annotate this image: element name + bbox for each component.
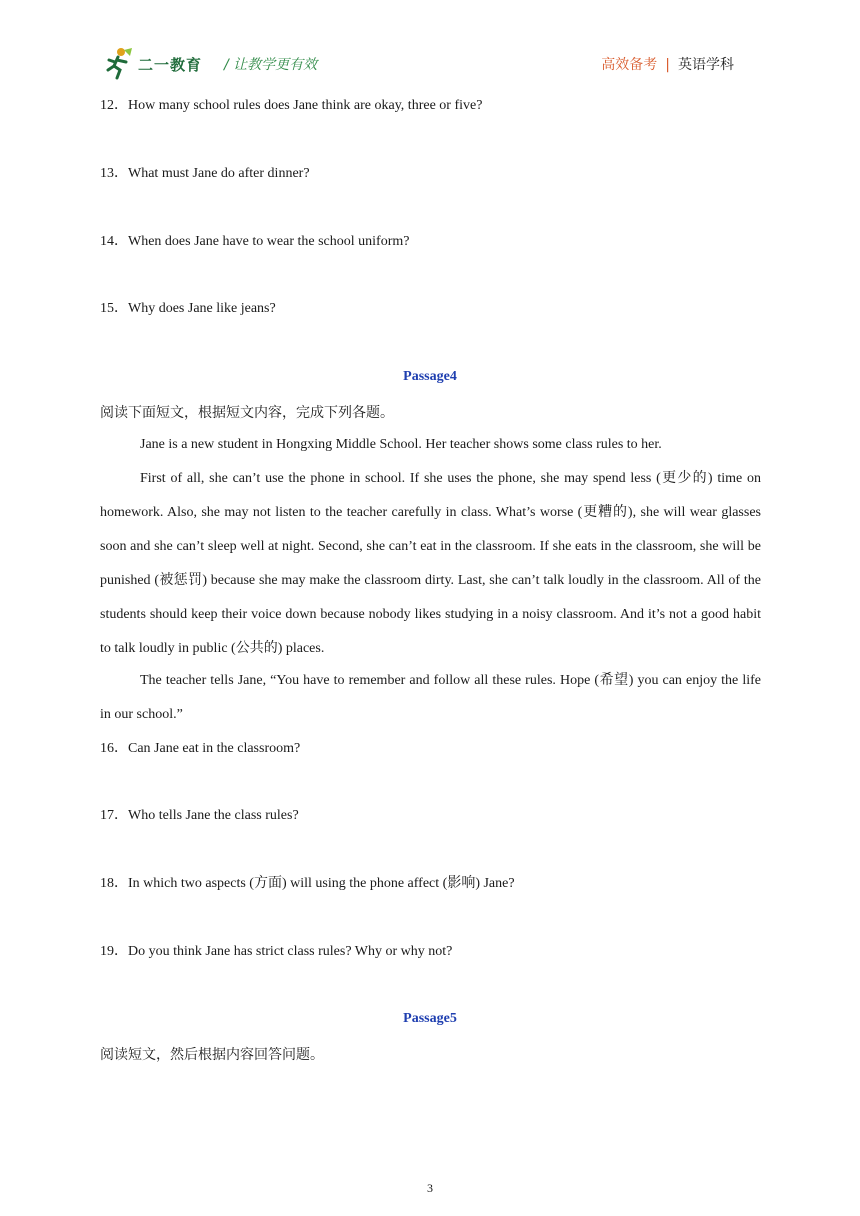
page-header (100, 44, 760, 84)
passage4-paragraph-1: Jane is a new student in Hongxing Middle School. Her teacher shows some class rules to her. (140, 437, 662, 452)
passage4-title: Passage4 (403, 369, 457, 384)
question-14: 14．When does Jane have to wear the school uniform? (100, 234, 410, 249)
header-subject-name: 英语学科 (678, 57, 734, 73)
passage4-instruction: 阅读下面短文，根据短文内容，完成下列各题。 (100, 405, 394, 421)
question-19: 19．Do you think Jane has strict class rules? Why or why not? (100, 944, 453, 959)
question-13: 13．What must Jane do after dinner? (100, 166, 310, 181)
header-subject (601, 54, 734, 74)
question-16: 16．Can Jane eat in the classroom? (100, 741, 301, 756)
passage5-title: Passage5 (403, 1011, 457, 1026)
passage4-paragraph-3: The teacher tells Jane, “You have to remember and follow all these rules. Hope (希望) you can enjoy the life in our school.” (100, 673, 761, 722)
passage5-instruction: 阅读短文，然后根据内容回答问题。 (100, 1047, 324, 1063)
header-exam-prep: 高效备考 (601, 57, 658, 73)
brand-name: 二一教育 (138, 56, 203, 74)
page-number: 3 (427, 1181, 433, 1195)
runner-logo-icon (104, 46, 134, 80)
passage4-paragraph-2: First of all, she can’t use the phone in school. If she uses the phone, she may spend less (更少的) time on homework. Also, she may not listen to the teacher carefully in class. What’s worse (更糟的), she will wear glasses soon and she can’t sleep well at night. Second, she can’t eat in the classroom. If she eats in the classroom, she will be punished (被惩罚) because she may make the classroom dirty. Last, she can’t talk loudly in the classroom. All of the students should keep their voice down because nobody likes studying in a noisy classroom. And it’s not a good habit to talk loudly in public (公共的) places. (100, 471, 761, 656)
question-12: 12．How many school rules does Jane think are okay, three or five? (100, 98, 483, 113)
question-18: 18．In which two aspects (方面) will using the phone affect (影响) Jane? (100, 876, 515, 891)
question-15: 15．Why does Jane like jeans? (100, 301, 276, 316)
brand-slogan: / 让教学更有效 (224, 57, 318, 73)
question-17: 17．Who tells Jane the class rules? (100, 808, 299, 823)
header-separator: | (665, 57, 670, 73)
